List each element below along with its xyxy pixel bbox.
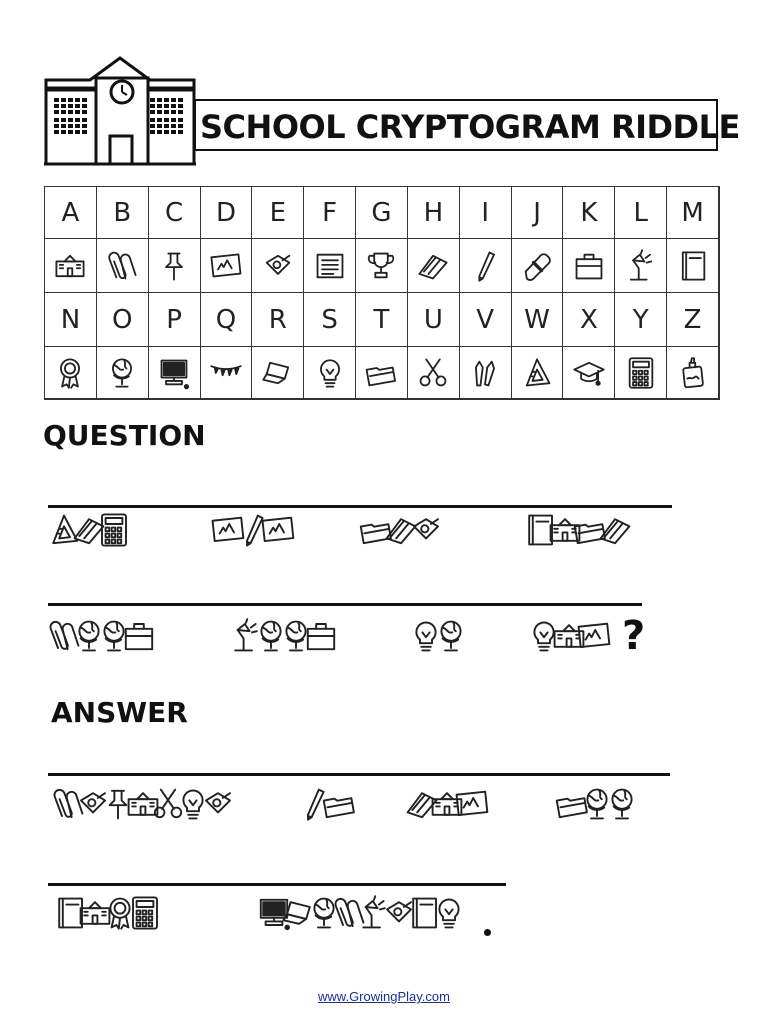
- question-line-1: [48, 505, 672, 508]
- key-letter-y: [615, 293, 667, 347]
- answer-globe-icon: [604, 786, 634, 824]
- key-letter-l: [615, 187, 667, 239]
- notebook-icon: [667, 239, 719, 293]
- computer-icon: [149, 347, 201, 399]
- school-icon: [45, 239, 97, 293]
- scissors-icon: [408, 347, 460, 399]
- key-letter-f: [304, 187, 356, 239]
- key-letter-label: A: [61, 197, 80, 228]
- folder-icon: [356, 347, 408, 399]
- key-letter-label: M: [681, 197, 704, 228]
- key-letter-u: [408, 293, 460, 347]
- key-letter-z: [667, 293, 719, 347]
- answer-calculator-icon: [127, 895, 157, 933]
- question-globe-icon: [433, 618, 463, 656]
- grad-cap-icon: [563, 347, 615, 399]
- answer-lightbulb-icon: [431, 895, 461, 933]
- question-chalkboard-icon: [576, 618, 606, 656]
- answer-heading: ANSWER: [51, 696, 188, 729]
- question-sharpener-icon: [408, 512, 438, 550]
- key-letter-w: [512, 293, 564, 347]
- key-letter-label: D: [215, 197, 236, 228]
- glue-icon: [667, 347, 719, 399]
- question-briefcase-icon: [303, 618, 333, 656]
- key-letter-label: Y: [632, 304, 649, 335]
- answer-line-2: [48, 883, 506, 886]
- banner-icon: [201, 347, 253, 399]
- key-letter-x: [563, 293, 615, 347]
- key-letter-label: P: [166, 304, 182, 335]
- question-chalkboard-icon: [260, 512, 290, 550]
- key-letter-n: [45, 293, 97, 347]
- key-letter-label: G: [371, 197, 392, 228]
- key-letter-e: [252, 187, 304, 239]
- answer-line-1: [48, 773, 670, 776]
- key-letter-t: [356, 293, 408, 347]
- key-letter-label: V: [476, 304, 495, 335]
- pushpin-icon: [149, 239, 201, 293]
- sharpener-icon: [252, 239, 304, 293]
- key-letter-label: K: [580, 197, 598, 228]
- calculator-icon: [615, 347, 667, 399]
- chalkboard-icon: [201, 239, 253, 293]
- answer-sharpener-icon: [200, 786, 230, 824]
- key-letter-c: [149, 187, 201, 239]
- key-letter-label: Z: [683, 304, 702, 335]
- key-letter-o: [97, 293, 149, 347]
- answer-folder-icon: [321, 786, 351, 824]
- key-letter-label: N: [60, 304, 81, 335]
- key-letter-s: [304, 293, 356, 347]
- ribbon-award-icon: [45, 347, 97, 399]
- key-letter-label: L: [633, 197, 648, 228]
- key-letter-h: [408, 187, 460, 239]
- key-letter-label: X: [579, 304, 598, 335]
- desk-lamp-icon: [615, 239, 667, 293]
- key-letter-label: O: [112, 304, 133, 335]
- key-letter-b: [97, 187, 149, 239]
- key-letter-v: [460, 293, 512, 347]
- key-letter-label: C: [165, 197, 184, 228]
- key-letter-label: B: [113, 197, 132, 228]
- books-icon: [408, 239, 460, 293]
- key-letter-j: [512, 187, 564, 239]
- briefcase-icon: [563, 239, 615, 293]
- key-letter-label: U: [423, 304, 443, 335]
- question-briefcase-icon: [121, 618, 151, 656]
- key-letter-q: [201, 293, 253, 347]
- trophy-icon: [356, 239, 408, 293]
- pencil-icon: [460, 239, 512, 293]
- answer-chalkboard-icon: [454, 786, 484, 824]
- question-line-2: [48, 603, 642, 606]
- question-mark: ?: [622, 613, 646, 659]
- crayons-icon: [460, 347, 512, 399]
- key-letter-m: [667, 187, 719, 239]
- key-letter-label: Q: [215, 304, 237, 335]
- key-letter-label: W: [524, 304, 550, 335]
- footer-link[interactable]: www.GrowingPlay.com: [318, 989, 450, 1004]
- globe-icon: [97, 347, 149, 399]
- triangle-ruler-icon: [512, 347, 564, 399]
- question-books-icon: [597, 512, 627, 550]
- key-letter-label: J: [533, 197, 541, 228]
- key-letter-k: [563, 187, 615, 239]
- key-letter-label: E: [269, 197, 287, 228]
- key-letter-a: [45, 187, 97, 239]
- key-letter-label: T: [373, 304, 390, 335]
- key-letter-label: H: [423, 197, 444, 228]
- page-title: SCHOOL CRYPTOGRAM RIDDLE: [200, 108, 740, 146]
- key-letter-label: S: [321, 304, 338, 335]
- key-letter-i: [460, 187, 512, 239]
- eraser-icon: [512, 239, 564, 293]
- key-letter-label: F: [322, 197, 338, 228]
- key-letter-g: [356, 187, 408, 239]
- key-letter-label: I: [481, 197, 490, 228]
- key-letter-p: [149, 293, 201, 347]
- key-letter-d: [201, 187, 253, 239]
- question-calculator-icon: [96, 512, 126, 550]
- laptop-icon: [252, 347, 304, 399]
- lightbulb-icon: [304, 347, 356, 399]
- answer-period: [484, 929, 491, 936]
- key-letter-label: R: [268, 304, 287, 335]
- cipher-key-grid: [44, 186, 720, 400]
- question-heading: QUESTION: [43, 419, 206, 452]
- key-letter-r: [252, 293, 304, 347]
- paperclip-icon: [97, 239, 149, 293]
- note-paper-icon: [304, 239, 356, 293]
